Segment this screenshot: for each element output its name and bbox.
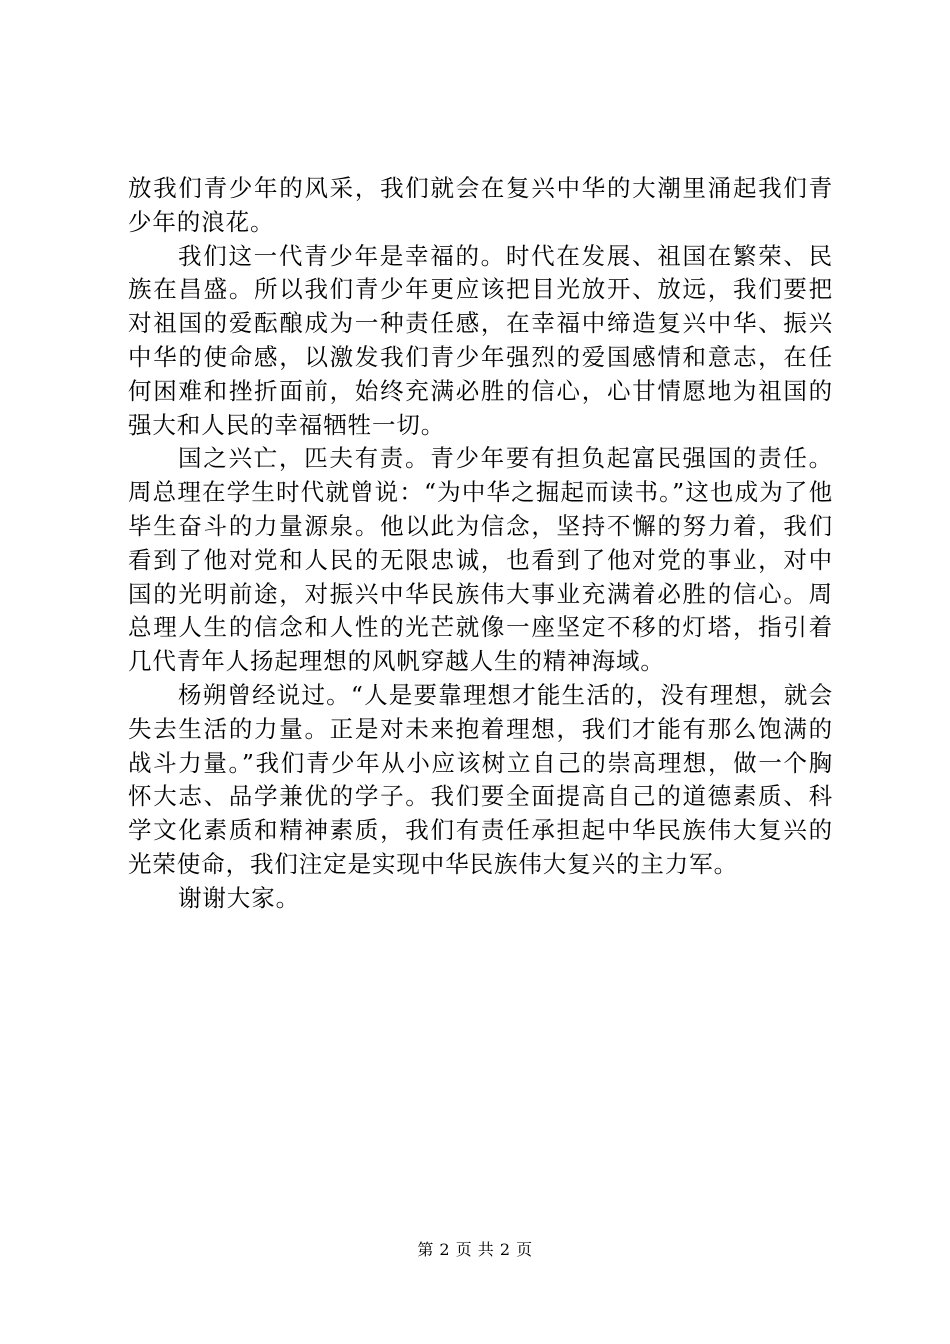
paragraph: 杨朔曾经说过。“人是要靠理想才能生活的，没有理想，就会失去生活的力量。正是对未来抱着理想，我们才能有那么饱满的战斗力量。”我们青少年从小应该树立自己的崇高理想，做一个胸怀大志、品学兼优的学子。我们要全面提高自己的道德素质、科学文化素质和精神素质，我们有责任承担起中华民族伟大复兴的光荣使命，我们注定是实现中华民族伟大复兴的主力军。 <box>128 680 833 878</box>
paragraph: 我们这一代青少年是幸福的。时代在发展、祖国在繁荣、民族在昌盛。所以我们青少年更应该把目光放开、放远，我们要把对祖国的爱酝酿成为一种责任感，在幸福中缔造复兴中华、振兴中华的使命感，以激发我们青少年强烈的爱国感情和意志，在任何困难和挫折面前，始终充满必胜的信心，心甘情愿地为祖国的强大和人民的幸福牺牲一切。 <box>128 241 833 439</box>
paragraph-continuation: 放我们青少年的风采，我们就会在复兴中华的大潮里涌起我们青少年的浪花。 <box>128 174 833 236</box>
paragraph-closing: 谢谢大家。 <box>178 883 300 912</box>
document-body <box>128 172 833 916</box>
paragraph: 国之兴亡，匹夫有责。青少年要有担负起富民强国的责任。周总理在学生时代就曾说：“为中华之掘起而读书。”这也成为了他毕生奋斗的力量源泉。他以此为信念，坚持不懈的努力着，我们看到了他对党和人民的无限忠诚，也看到了他对党的事业，对中国的光明前途，对振兴中华民族伟大事业充满着必胜的信心。周总理人生的信念和人性的光芒就像一座坚定不移的灯塔，指引着几代青年人扬起理想的风帆穿越人生的精神海域。 <box>128 444 833 676</box>
page-number-footer: 第 2 页 共 2 页 <box>417 1240 533 1259</box>
